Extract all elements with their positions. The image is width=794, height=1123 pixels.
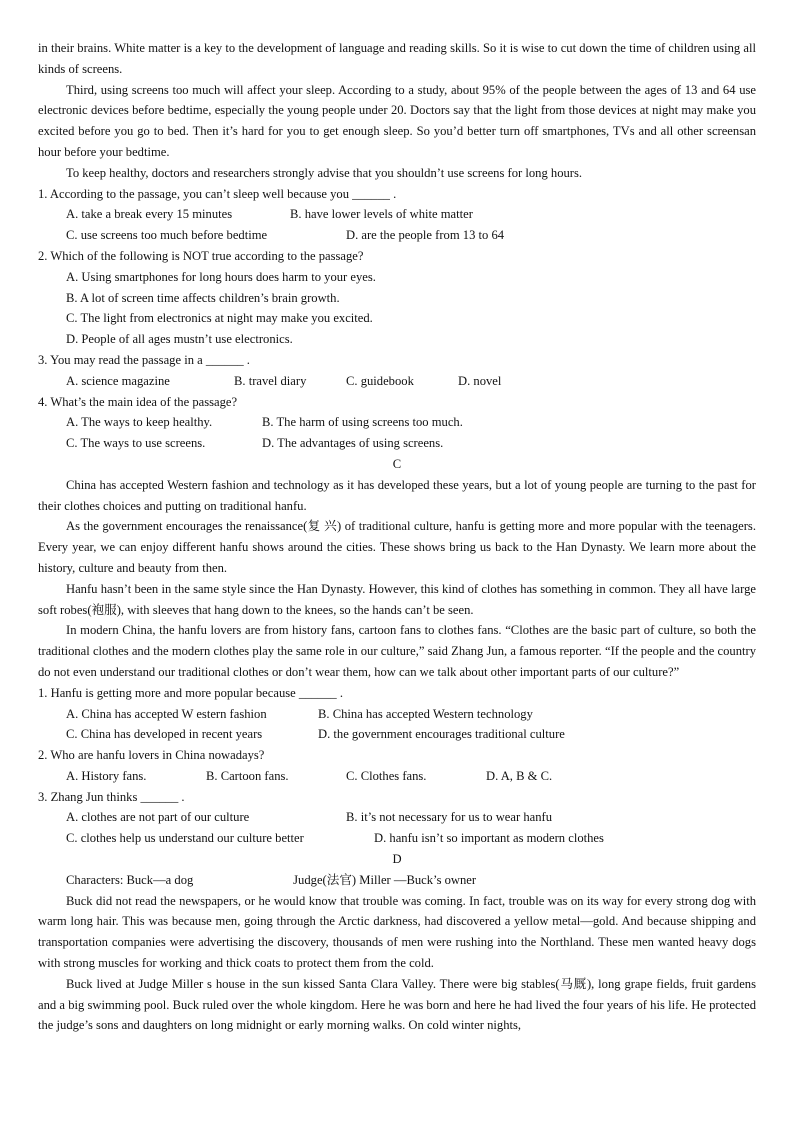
passage-c-paragraph-4: In modern China, the hanfu lovers are from history fans, cartoon fans to clothes fans. “Clothes are the basic part of culture, so both the traditional clothes and the modern clothes play the same role in our culture,” said Zhang Jun, a famous reporter. “If the people and the country do not even understand our traditional clothes or don’t wear them, how can we talk about other important parts of our culture?” (38, 623, 756, 679)
question-b4-options-row-2 (38, 433, 756, 454)
question-c2-stem: 2. Who are hanfu lovers in China nowadays? (38, 748, 265, 763)
passage-b-paragraph-2: Third, using screens too much will affect your sleep. According to a study, about 95% of the people between the ages of 13 and 64 use electronic devices before bedtime, especially the young people under 20. Doctors say that the light from those devices at night may make you excited before you go to bed. Then it’s hard for you to get enough sleep. So you’d better turn off smartphones, TVs and all other screensan hour before your bedtime. (38, 82, 756, 159)
passage-c-paragraph-1: China has accepted Western fashion and technology as it has developed these years, but a lot of young people are turning to the past for their clothes choices and putting on traditional hanfu. (38, 477, 756, 513)
option-c[interactable]: C. The ways to use screens. (66, 436, 206, 451)
question-c3-stem: 3. Zhang Jun thinks ______ . (38, 789, 185, 804)
option-c[interactable]: C. Clothes fans. (346, 768, 427, 783)
option-b[interactable]: B. it’s not necessary for us to wear hanfu (346, 810, 552, 825)
option-c[interactable]: C. clothes help us understand our culture better (66, 831, 304, 846)
question-c3-options-row-2 (38, 828, 756, 849)
worksheet-page (38, 38, 756, 1036)
passage-d-paragraph-1: Buck did not read the newspapers, or he would know that trouble was coming. In fact, trouble was on its way for every strong dog with warm long hair. This was because men, going through the Arctic darkness, had discovered a yellow metal—gold. And because shipping and transportation companies were advertising the discovery, thousands of men were rushing into the Northland. These men wanted heavy dogs with strong muscles for working and thick coats to protect them from the cold. (38, 893, 756, 971)
option-c[interactable]: C. China has developed in recent years (66, 727, 263, 742)
option-b[interactable]: B. A lot of screen time affects children’s brain growth. (66, 290, 340, 305)
option-a[interactable]: A. clothes are not part of our culture (66, 810, 250, 825)
passage-b-paragraph-3: To keep healthy, doctors and researchers strongly advise that you shouldn’t use screens for long hours. (66, 165, 583, 180)
option-c[interactable]: C. use screens too much before bedtime (66, 228, 268, 243)
passage-b-paragraph-1: in their brains. White matter is a key to the development of language and reading skills. So it is wise to cut down the time of children using all kinds of screens. (38, 41, 756, 76)
question-c2-options-row (38, 766, 756, 787)
passage-c-paragraph-3: Hanfu hasn’t been in the same style since the Han Dynasty. However, this kind of clothes has something in common. They all have large soft robes(袍服), with sleeves that hang down to the knees, so the hands can’t be seen. (38, 581, 756, 617)
character-judge-miller: Judge(法官) Miller —Buck’s owner (293, 872, 477, 887)
characters-line (38, 870, 756, 891)
option-d[interactable]: D. are the people from 13 to 64 (346, 228, 505, 243)
question-c1-options-row-1 (38, 704, 756, 725)
option-b[interactable]: B. The harm of using screens too much. (262, 415, 463, 430)
option-a[interactable]: A. Using smartphones for long hours does harm to your eyes. (66, 269, 376, 284)
option-a[interactable]: A. The ways to keep healthy. (66, 415, 213, 430)
character-buck: Characters: Buck—a dog (66, 872, 194, 887)
option-d[interactable]: D. People of all ages mustn’t use electronics. (66, 332, 293, 347)
question-b1-options-row-2 (38, 225, 756, 246)
passage-c-heading: C (392, 456, 402, 471)
question-c3-options-row-1 (38, 807, 756, 828)
option-b[interactable]: B. China has accepted Western technology (318, 706, 533, 721)
option-d[interactable]: D. hanfu isn’t so important as modern clothes (374, 831, 604, 846)
option-a[interactable]: A. take a break every 15 minutes (66, 207, 233, 222)
question-c1-stem: 1. Hanfu is getting more and more popular because ______ . (38, 685, 343, 700)
option-b[interactable]: B. Cartoon fans. (206, 768, 289, 783)
question-b1-stem: 1. According to the passage, you can’t sleep well because you ______ . (38, 186, 397, 201)
question-c1-options-row-2 (38, 724, 756, 745)
option-a[interactable]: A. China has accepted W estern fashion (66, 706, 267, 721)
passage-d-heading: D (392, 852, 402, 867)
question-b2-stem: 2. Which of the following is NOT true according to the passage? (38, 248, 364, 263)
passage-c-paragraph-2: As the government encourages the renaissance(复 兴) of traditional culture, hanfu is getting more and more popular with the teenagers. Every year, we can enjoy different hanfu shows around the cities. These shows bring us back to the Han Dynasty. We learn more about the history, culture and beauty from then. (38, 519, 756, 575)
option-c[interactable]: C. The light from electronics at night may make you excited. (66, 311, 373, 326)
option-d[interactable]: D. the government encourages traditional culture (318, 727, 565, 742)
question-b4-options-row-1 (38, 412, 756, 433)
option-b[interactable]: B. travel diary (234, 373, 307, 388)
passage-d-paragraph-2: Buck lived at Judge Miller s house in the sun kissed Santa Clara Valley. There were big stables(马厩), long grape fields, fruit gardens and a big swimming pool. Buck ruled over the whole kingdom. Here he was born and here he had lived the four years of his life. He protected the judge’s sons and daughters on long midnight or early morning walks. On cold winter nights, (38, 976, 756, 1033)
option-a[interactable]: A. History fans. (66, 768, 147, 783)
option-d[interactable]: D. novel (458, 373, 502, 388)
option-d[interactable]: D. The advantages of using screens. (262, 436, 444, 451)
question-b4-stem: 4. What’s the main idea of the passage? (38, 394, 238, 409)
option-d[interactable]: D. A, B & C. (486, 768, 553, 783)
option-a[interactable]: A. science magazine (66, 373, 170, 388)
question-b1-options-row-1 (38, 204, 756, 225)
option-b[interactable]: B. have lower levels of white matter (290, 207, 473, 222)
option-c[interactable]: C. guidebook (346, 373, 414, 388)
question-b3-options-row (38, 371, 756, 392)
question-b3-stem: 3. You may read the passage in a ______ . (38, 352, 250, 367)
